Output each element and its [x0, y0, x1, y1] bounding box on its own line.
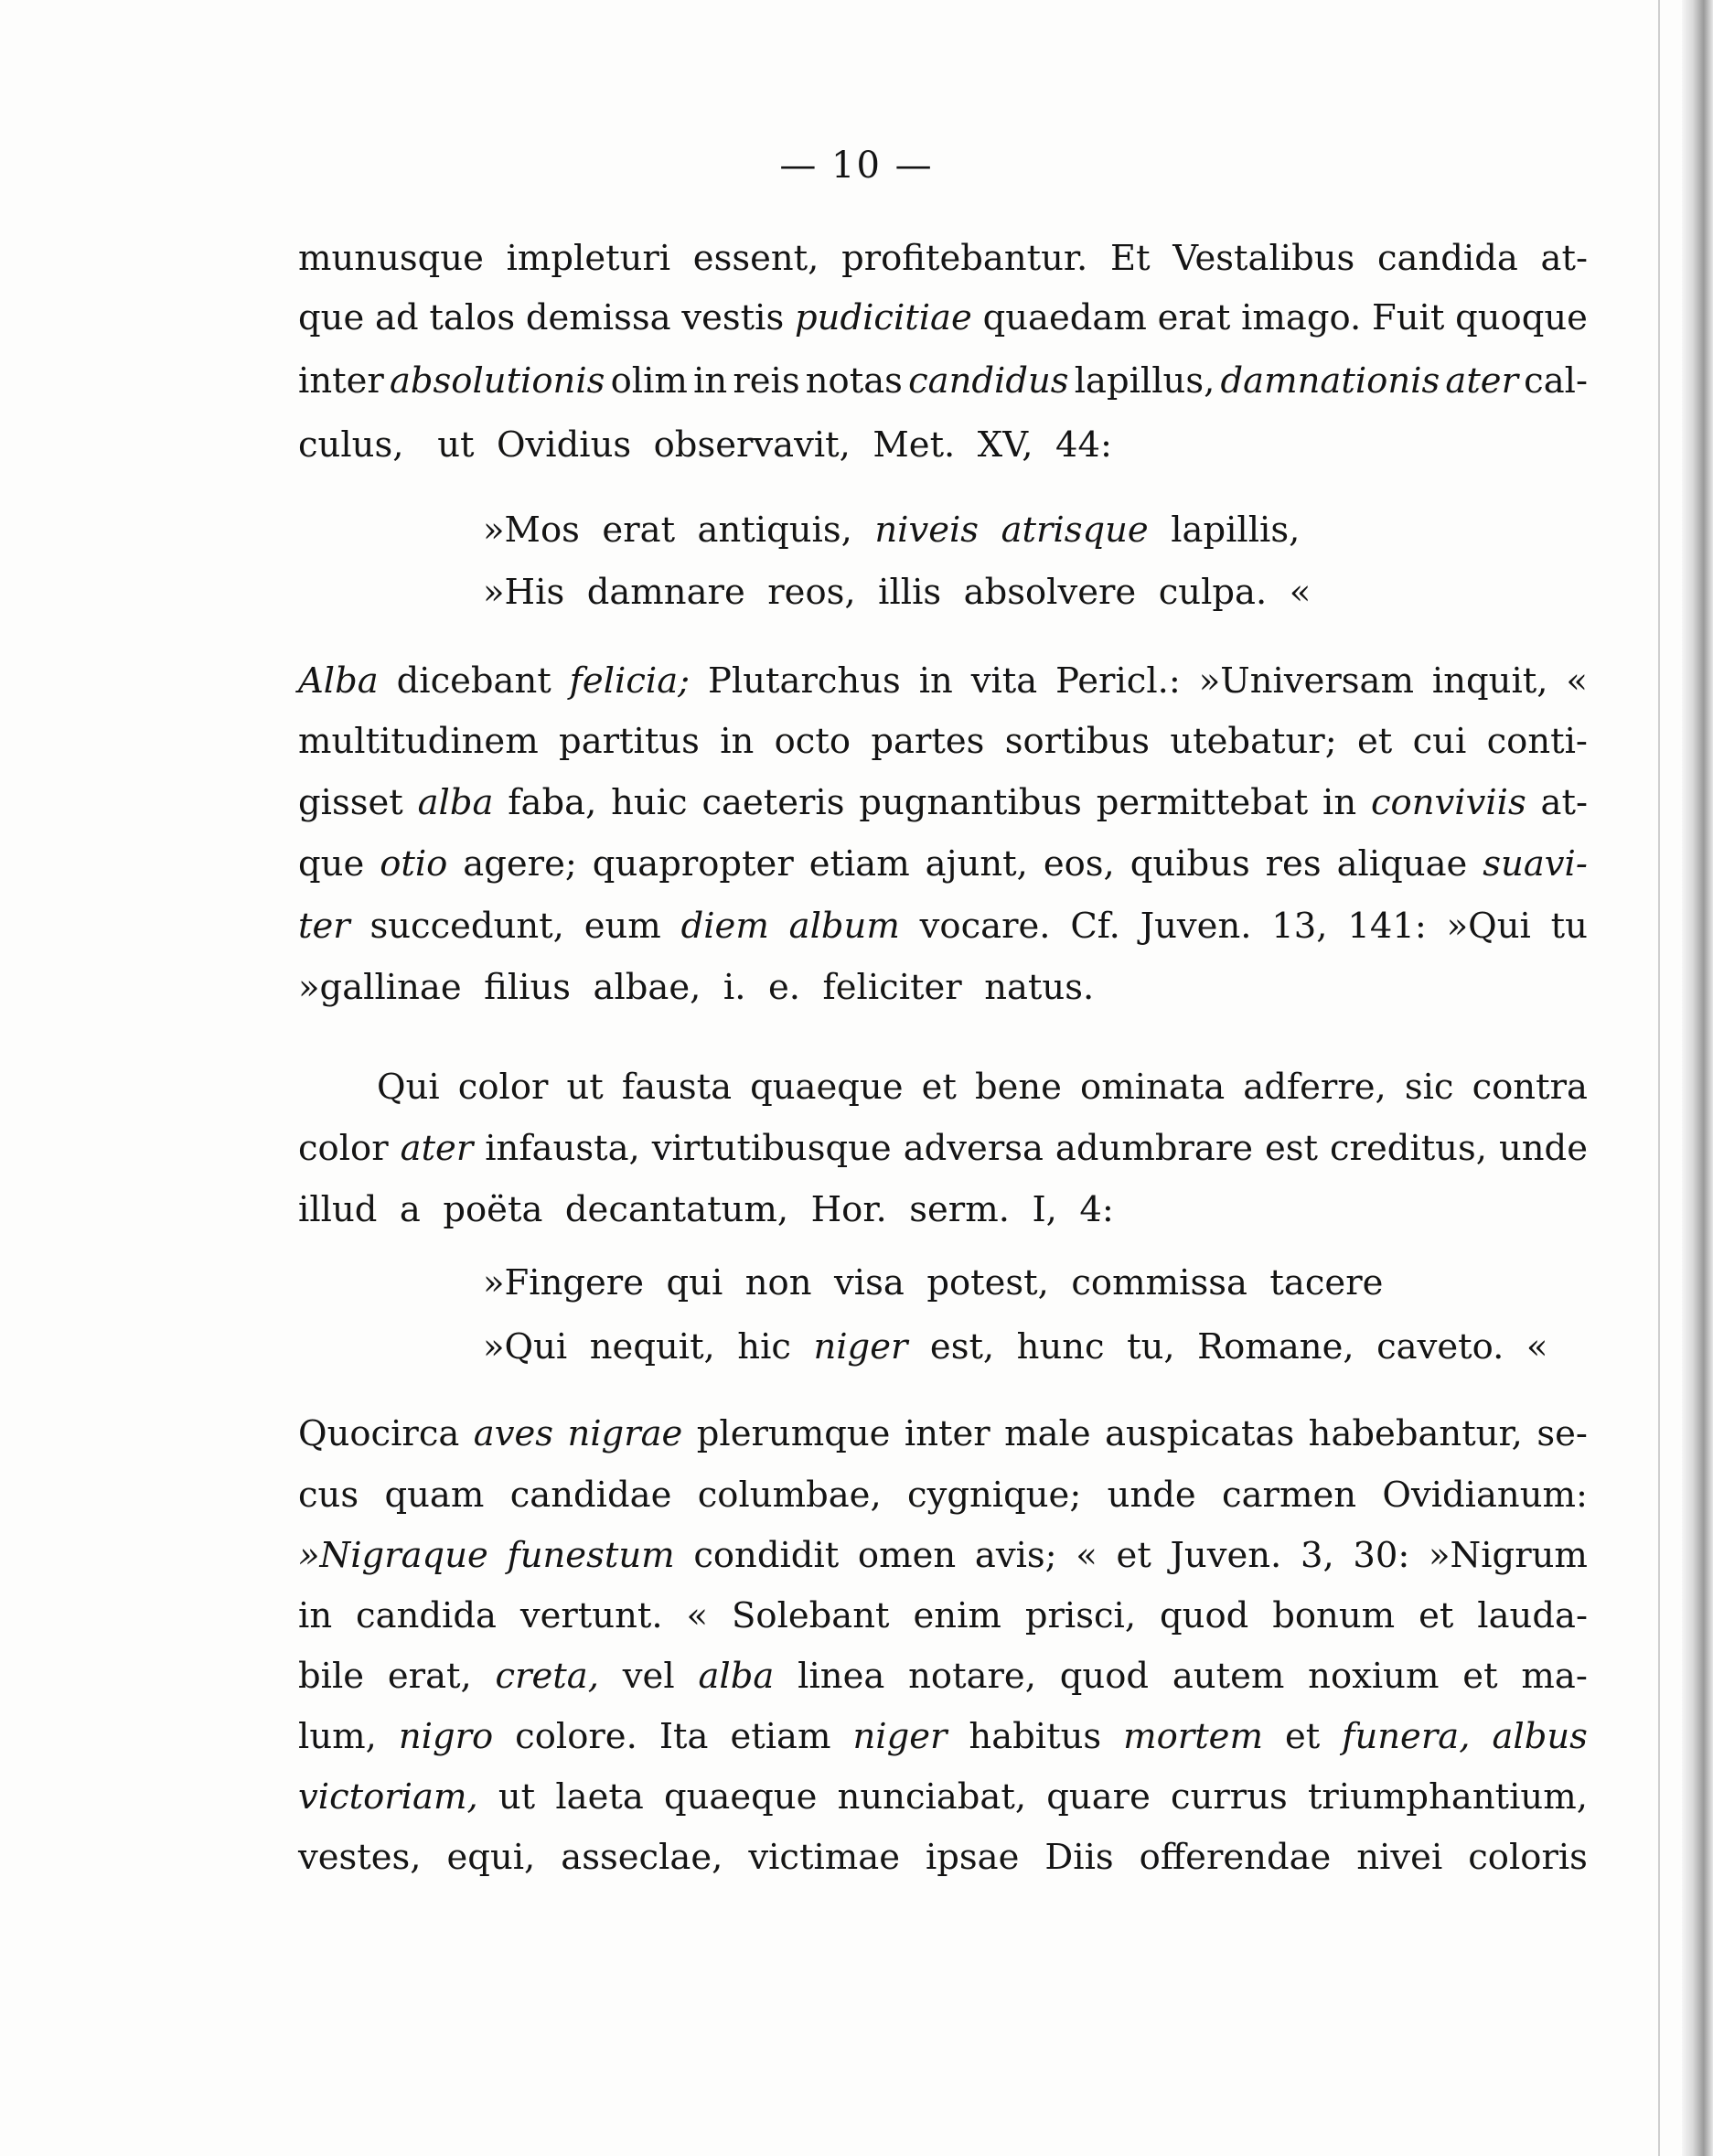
word: et: [1462, 1656, 1498, 1697]
word: creta,: [495, 1656, 599, 1697]
word: habitus: [969, 1716, 1102, 1757]
word: color: [457, 1067, 549, 1108]
text-line-10: [298, 842, 1588, 887]
text-line-24: [298, 1775, 1588, 1820]
word: ajunt,: [925, 843, 1028, 885]
word: candida: [356, 1595, 497, 1636]
text-line-1: [298, 236, 1588, 282]
text-line-19: [298, 1473, 1588, 1518]
word: faba,: [508, 782, 597, 823]
word: 141:: [1347, 906, 1427, 947]
word: »gallinae: [298, 967, 462, 1008]
word: »Nigraque: [298, 1535, 488, 1576]
word: alba: [698, 1656, 775, 1697]
word: et: [1116, 1535, 1151, 1576]
word: adversa: [903, 1128, 1044, 1169]
word: notas: [805, 360, 903, 402]
word: partitus: [559, 721, 700, 762]
word: caveto.: [1376, 1326, 1504, 1368]
word: impleturi: [506, 238, 671, 279]
word: erat,: [387, 1656, 472, 1697]
word: cus: [298, 1475, 359, 1516]
page-edge-line: [1658, 0, 1660, 2156]
word: otio: [380, 843, 448, 885]
word: Diis: [1044, 1837, 1114, 1878]
word: colore.: [515, 1716, 637, 1757]
word: pugnantibus: [859, 782, 1082, 823]
word: Et: [1109, 238, 1151, 279]
word: carmen: [1222, 1475, 1357, 1516]
word: male: [1004, 1413, 1091, 1454]
word: ad: [375, 297, 419, 338]
word: et: [1419, 1595, 1454, 1636]
word: gisset: [298, 782, 403, 823]
word: »Qui: [1446, 906, 1531, 947]
word: at-: [1540, 782, 1588, 823]
word: album: [788, 906, 900, 947]
word: bile: [298, 1656, 365, 1697]
word: damnationis: [1220, 360, 1440, 402]
word: Cf.: [1070, 906, 1120, 947]
word: vestis: [681, 297, 785, 338]
word: quaedam: [982, 297, 1147, 338]
word: munusque: [298, 238, 484, 279]
word: in: [693, 360, 728, 402]
word: Ovidius: [496, 424, 632, 466]
word: multitudinem: [298, 721, 539, 762]
text-line-7: [298, 659, 1588, 704]
word: demissa: [525, 297, 671, 338]
word: candidus: [908, 360, 1069, 402]
word: niger: [852, 1716, 948, 1757]
word: color: [298, 1128, 389, 1169]
word: ut: [437, 424, 475, 466]
word: adumbrare: [1055, 1128, 1254, 1169]
text-line-9: [298, 780, 1588, 826]
word: ut: [566, 1067, 604, 1108]
word: I,: [1032, 1189, 1057, 1230]
word: albae,: [593, 967, 701, 1008]
word: nigro: [398, 1716, 494, 1757]
word: laeta: [555, 1776, 644, 1818]
word: vertunt.: [519, 1595, 663, 1636]
text-line-8: [298, 719, 1588, 765]
word: Solebant: [732, 1595, 890, 1636]
word: «: [1566, 660, 1588, 702]
word: quaeque: [663, 1776, 818, 1818]
text-line-18: [298, 1411, 1588, 1457]
word: columbae,: [697, 1475, 882, 1516]
word: 4:: [1079, 1189, 1114, 1230]
word: adferre,: [1243, 1067, 1386, 1108]
word: candidae: [509, 1475, 672, 1516]
word: observavit,: [653, 424, 851, 466]
word: in: [720, 721, 755, 762]
word: coloris: [1468, 1837, 1588, 1878]
word: vel: [622, 1656, 675, 1697]
word: nequit,: [589, 1326, 715, 1368]
word: pudicitiae: [795, 297, 972, 338]
word: qui: [666, 1262, 723, 1303]
word: Pericl.:: [1055, 660, 1181, 702]
word: illis: [878, 572, 942, 613]
word: lum,: [298, 1716, 377, 1757]
word: funestum: [507, 1535, 675, 1576]
text-line-15: [298, 1187, 1588, 1233]
text-line-2: [298, 295, 1588, 341]
word: et: [1284, 1716, 1321, 1757]
word: auspicatas: [1105, 1413, 1295, 1454]
word: inter: [904, 1413, 990, 1454]
word: vocare.: [919, 906, 1051, 947]
text-line-22: [298, 1654, 1588, 1700]
word: eos,: [1043, 843, 1115, 885]
word: et: [921, 1067, 957, 1108]
word: »Fingere: [483, 1262, 644, 1303]
word: »Nigrum: [1429, 1535, 1588, 1576]
word: tu,: [1127, 1326, 1175, 1368]
word: caeteris: [701, 782, 845, 823]
verse-line-2: [483, 570, 1713, 616]
word: quibus: [1130, 843, 1250, 885]
word: prisci,: [1024, 1595, 1137, 1636]
word: quapropter: [592, 843, 794, 885]
word: Juven.: [1170, 1535, 1282, 1576]
word: diem: [680, 906, 769, 947]
word: utebatur;: [1170, 721, 1337, 762]
word: »Mos: [483, 510, 580, 551]
word: quoque: [1455, 297, 1588, 338]
word: profitebantur.: [841, 238, 1088, 279]
word: filius: [484, 967, 571, 1008]
word: absolutionis: [389, 360, 605, 402]
word: visa: [834, 1262, 905, 1303]
word: i.: [723, 967, 746, 1008]
word: dicebant: [396, 660, 551, 702]
word: ter: [298, 906, 350, 947]
word: sortibus: [1004, 721, 1151, 762]
word: etiam: [808, 843, 910, 885]
word: condidit: [693, 1535, 840, 1576]
word: bene: [974, 1067, 1062, 1108]
word: »Universam: [1198, 660, 1415, 702]
text-line-23: [298, 1714, 1588, 1760]
word: Hor.: [810, 1189, 887, 1230]
word: eum: [583, 906, 661, 947]
word: vita: [970, 660, 1038, 702]
word: mortem: [1123, 1716, 1263, 1757]
word: omen: [857, 1535, 957, 1576]
word: lauda-: [1477, 1595, 1588, 1636]
word: 44:: [1055, 424, 1112, 466]
word: noxium: [1308, 1656, 1440, 1697]
word: avis;: [974, 1535, 1057, 1576]
word: ut: [498, 1776, 536, 1818]
word: niveis: [874, 510, 980, 551]
word: in: [1322, 782, 1357, 823]
word: antiquis,: [697, 510, 852, 551]
word: lapillus,: [1074, 360, 1215, 402]
word: quod: [1160, 1595, 1249, 1636]
word: suavi-: [1483, 843, 1588, 885]
text-line-25: [298, 1835, 1588, 1881]
word: »His: [483, 572, 565, 613]
word: Ita: [658, 1716, 709, 1757]
word: conti-: [1486, 721, 1588, 762]
word: atrisque: [1001, 510, 1149, 551]
word: damnare: [586, 572, 745, 613]
text-line-3: [298, 359, 1588, 404]
word: illud: [298, 1189, 378, 1230]
word: equi,: [446, 1837, 536, 1878]
word: autem: [1172, 1656, 1285, 1697]
word: unde: [1107, 1475, 1196, 1516]
word: tacere: [1269, 1262, 1384, 1303]
word: nivei: [1356, 1837, 1443, 1878]
text-line-4: [298, 423, 1588, 468]
word: serm.: [909, 1189, 1010, 1230]
word: aliquae: [1336, 843, 1468, 885]
word: Plutarchus: [708, 660, 901, 702]
word: octo: [774, 721, 851, 762]
word: linea: [798, 1656, 885, 1697]
word: hic: [737, 1326, 791, 1368]
word: ater: [400, 1128, 474, 1169]
word: 13,: [1271, 906, 1328, 947]
word: que: [298, 297, 365, 338]
word: conviviis: [1370, 782, 1526, 823]
word: funera,: [1342, 1716, 1471, 1757]
word: Juven.: [1140, 906, 1252, 947]
word: Romane,: [1197, 1326, 1354, 1368]
word: felicia;: [569, 660, 691, 702]
word: in: [298, 1595, 333, 1636]
word: in: [918, 660, 953, 702]
word: «: [686, 1595, 709, 1636]
word: asseclae,: [561, 1837, 723, 1878]
word: non: [744, 1262, 812, 1303]
text-line-12: [298, 965, 1588, 1011]
word: e.: [767, 967, 800, 1008]
word: ipsae: [925, 1837, 1020, 1878]
word: at-: [1540, 238, 1588, 279]
word: agere;: [463, 843, 577, 885]
word: se-: [1536, 1413, 1588, 1454]
verse-line-1: [483, 508, 1713, 553]
text-line-21: [298, 1593, 1588, 1639]
word: vestes,: [298, 1837, 422, 1878]
word: «: [1076, 1535, 1097, 1576]
word: decantatum,: [564, 1189, 789, 1230]
word: erat: [1157, 297, 1231, 338]
word: talos: [429, 297, 516, 338]
word: succedunt,: [369, 906, 564, 947]
word: Fuit: [1372, 297, 1445, 338]
word: hunc: [1016, 1326, 1105, 1368]
word: est: [1265, 1128, 1319, 1169]
word: Qui: [377, 1067, 440, 1108]
text-line-13: [377, 1065, 1588, 1110]
verse-line-3: [483, 1260, 1713, 1306]
word: currus: [1171, 1776, 1288, 1818]
word: XV,: [977, 424, 1033, 466]
word: Ovidianum:: [1382, 1475, 1588, 1516]
word: commissa: [1071, 1262, 1247, 1303]
word: erat: [602, 510, 676, 551]
word: enim: [913, 1595, 1001, 1636]
word: quod: [1059, 1656, 1150, 1697]
word: Alba: [298, 660, 379, 702]
word: «: [1289, 572, 1312, 613]
word: partes: [871, 721, 985, 762]
word: cygnique;: [907, 1475, 1082, 1516]
word: fausta: [621, 1067, 733, 1108]
word: »Qui: [483, 1326, 568, 1368]
page-edge-shadow: [1682, 0, 1713, 2156]
word: tu: [1550, 906, 1588, 947]
word: plerumque: [696, 1413, 891, 1454]
word: a: [399, 1189, 421, 1230]
word: cal-: [1524, 360, 1588, 402]
word: Quocirca: [298, 1413, 460, 1454]
word: natus.: [984, 967, 1095, 1008]
word: reis: [733, 360, 800, 402]
word: quaeque: [750, 1067, 904, 1108]
word: candida: [1376, 238, 1518, 279]
word: res: [1265, 843, 1322, 885]
word: culpa.: [1158, 572, 1268, 613]
word: Met.: [873, 424, 956, 466]
word: triumphantium,: [1307, 1776, 1588, 1818]
word: est,: [929, 1326, 995, 1368]
word: nunciabat,: [837, 1776, 1027, 1818]
word: virtutibusque: [651, 1128, 892, 1169]
word: ma-: [1521, 1656, 1588, 1697]
word: habebantur,: [1308, 1413, 1523, 1454]
text-line-11: [298, 904, 1588, 949]
word: absolvere: [963, 572, 1137, 613]
word: victimae: [748, 1837, 900, 1878]
word: essent,: [692, 238, 819, 279]
word: sic: [1404, 1067, 1454, 1108]
word: quam: [384, 1475, 485, 1516]
word: Vestalibus: [1172, 238, 1355, 279]
word: ominata: [1080, 1067, 1226, 1108]
word: permittebat: [1096, 782, 1309, 823]
word: cui: [1412, 721, 1467, 762]
word: imago.: [1241, 297, 1362, 338]
word: feliciter: [822, 967, 962, 1008]
verse-line-4: [483, 1325, 1713, 1370]
word: victoriam,: [298, 1776, 478, 1818]
word: ater: [1445, 360, 1518, 402]
word: lapillis,: [1171, 510, 1301, 551]
word: potest,: [926, 1262, 1049, 1303]
word: inter: [298, 360, 384, 402]
word: etiam: [730, 1716, 831, 1757]
word: inquit,: [1431, 660, 1548, 702]
word: contra: [1472, 1067, 1588, 1108]
word: «: [1526, 1326, 1548, 1368]
word: infausta,: [485, 1128, 640, 1169]
word: notare,: [908, 1656, 1036, 1697]
word: alba: [417, 782, 494, 823]
word: huic: [611, 782, 688, 823]
word: offerendae: [1139, 1837, 1332, 1878]
word: culus,: [298, 424, 404, 466]
word: que: [298, 843, 365, 885]
word: unde: [1498, 1128, 1588, 1169]
word: 3,: [1300, 1535, 1334, 1576]
text-line-20: [298, 1533, 1588, 1579]
word: et: [1357, 721, 1393, 762]
word: 30:: [1353, 1535, 1410, 1576]
page-number: — 10 —: [779, 145, 934, 187]
word: niger: [813, 1326, 908, 1368]
word: nigrae: [567, 1413, 683, 1454]
word: bonum: [1272, 1595, 1396, 1636]
word: aves: [473, 1413, 554, 1454]
word: reos,: [767, 572, 856, 613]
word: creditus,: [1330, 1128, 1487, 1169]
word: albus: [1492, 1716, 1588, 1757]
word: poëta: [443, 1189, 543, 1230]
word: quare: [1046, 1776, 1151, 1818]
word: olim: [610, 360, 688, 402]
text-line-14: [298, 1126, 1588, 1172]
